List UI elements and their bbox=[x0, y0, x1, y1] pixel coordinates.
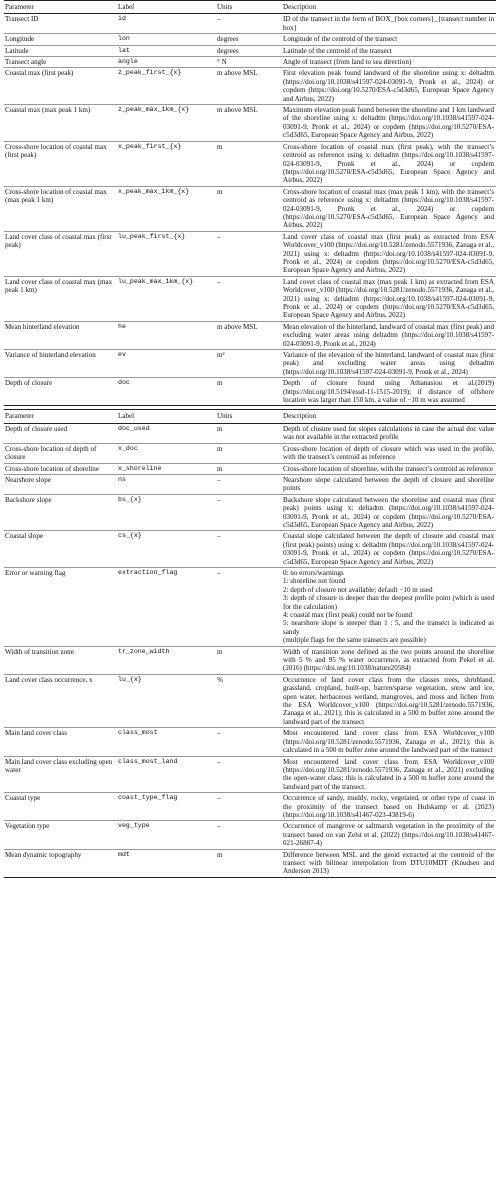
units-cell: – bbox=[216, 474, 282, 494]
description-cell: Width of transition zone defined as the two points around the shoreline with 5 % and 95 % water occurrence, as extracted from Pekel et al. (2016) (https://doi.org/10.1038/nature20584) bbox=[283, 647, 494, 673]
parameter-cell: Transect angle bbox=[4, 57, 117, 68]
units-cell: – bbox=[216, 14, 282, 34]
parameter-cell: Nearshore slope bbox=[4, 474, 117, 494]
description-cell: Coastal slope calculated between the depth of closure and coastal max (first peak) points) using x: deltadtm (https://doi.org/10.1038/s41597-024-03091-9, Pronk et al., 2024) or copdem (https://doi.org/10.5270/ESA-c5d3d65, European Space Agency and Airbus, 2022) bbox=[283, 532, 494, 566]
table-body bbox=[4, 423, 496, 877]
parameter-cell: Latitude bbox=[4, 45, 117, 56]
description-cell: Longitude of the centroid of the transect bbox=[282, 34, 496, 45]
parameter-cell: Coastal slope bbox=[4, 531, 117, 568]
header-description: Description bbox=[282, 410, 496, 423]
label-cell: lon bbox=[117, 34, 216, 45]
units-cell: – bbox=[216, 231, 282, 276]
label-cell: class_most bbox=[117, 728, 216, 756]
units-cell: – bbox=[216, 756, 282, 793]
label-cell: mdt bbox=[117, 849, 216, 877]
table-row bbox=[4, 474, 496, 494]
description-cell: Depth of closure found using Athanasiou et al.(2019) (https://doi.org/10.5194/essd-11-1515-2019); if distance of offshore location was larger than 150 km, a value of −10 m was assumed bbox=[283, 379, 494, 405]
table-row bbox=[4, 646, 496, 674]
table-row bbox=[4, 674, 496, 727]
table-body bbox=[4, 14, 496, 406]
description-cell: First elevation peak found landward of the shoreline using x: deltadtm (https://doi.org/10.1038/s41597-024-03091-9, Pronk et al., 2024) or copdem (https://doi.org/10.5270/ESA-c5d3d65, European Space Agency and Airbus, 2022) bbox=[283, 69, 494, 103]
table-row bbox=[4, 231, 496, 276]
table-header-row bbox=[4, 1, 496, 14]
parameter-table-part-1 bbox=[4, 0, 496, 406]
parameter-cell: Main land cover class excluding open water bbox=[4, 756, 117, 793]
label-cell: doc_used bbox=[117, 423, 216, 443]
table-row bbox=[4, 494, 496, 531]
units-cell: – bbox=[216, 494, 282, 531]
label-cell: coast_type_flag bbox=[117, 793, 216, 821]
parameter-cell: Depth of closure bbox=[4, 378, 117, 406]
label-cell: lat bbox=[117, 45, 216, 56]
label-cell: x_peak_max_1km_{x} bbox=[117, 186, 216, 231]
table-row bbox=[4, 567, 496, 646]
parameter-cell: Main land cover class bbox=[4, 728, 117, 756]
units-cell: m bbox=[216, 141, 282, 186]
parameter-cell: Mean hinterland elevation bbox=[4, 321, 117, 349]
description-cell: Cross-shore location of shoreline, with the transect’s centroid as reference bbox=[282, 463, 496, 474]
units-cell: m bbox=[216, 646, 282, 674]
table-row bbox=[4, 276, 496, 321]
parameter-cell: Backshore slope bbox=[4, 494, 117, 531]
units-cell: degrees bbox=[216, 45, 282, 56]
label-cell: extraction_flag bbox=[117, 567, 216, 646]
parameter-cell: Mean dynamic topography bbox=[4, 849, 117, 877]
units-cell: m² bbox=[216, 350, 282, 378]
label-cell: he bbox=[117, 321, 216, 349]
units-cell: m above MSL bbox=[216, 321, 282, 349]
parameter-table-part-2 bbox=[4, 409, 496, 877]
table-row bbox=[4, 793, 496, 821]
label-cell: tr_zone_width bbox=[117, 646, 216, 674]
table-row bbox=[4, 463, 496, 474]
parameter-cell: Coastal max (max peak 1 km) bbox=[4, 105, 117, 142]
description-cell: Most encountered land cover class from ESA Worldcover_v100 (https://doi.org/10.5281/zenodo.5571936, Zanaga et al., 2021) excluding the open-water class; this is calculated in a 500 m buffer zone around the landward part of the transect. bbox=[283, 757, 494, 791]
header-units: Units bbox=[216, 1, 282, 14]
label-cell: ns bbox=[117, 474, 216, 494]
description-cell: Mean elevation of the hinterland, landward of coastal max (first peak) and excluding water areas using deltadtm (https://doi.org/10.1038/s41597-024-03091-9, Pronk et al., 2024) bbox=[283, 322, 494, 348]
description-cell: Latitude of the centroid of the transect bbox=[282, 45, 496, 56]
label-cell: x_doc bbox=[117, 443, 216, 463]
table-row bbox=[4, 849, 496, 877]
parameter-cell: Cross-shore location of depth of closure bbox=[4, 443, 117, 463]
description-cell: Angle of transect (from land to sea direction) bbox=[282, 57, 496, 68]
parameter-cell: Transect ID bbox=[4, 14, 117, 34]
parameter-cell: Land cover class occurrence, x bbox=[4, 674, 117, 727]
description-cell: Occurrence of sandy, muddy, rocky, vegetated, or other type of coast in the proximity of the transect based on Hulskamp et al. (2023) (https://doi.org/10.1038/s41467-023-43819-6) bbox=[283, 794, 494, 819]
table-header-row bbox=[4, 410, 496, 423]
description-cell: 0: no errors/warnings 1: shoreline not found 2: depth of closure not available; default −10 m used 3: depth of closure is deeper than the deepest profile point (which is used for the calculation) 4: coastal max (first peak) could not be found 5: nearshore slope is steeper than 1 : 5, and the transect is indicated as sandy (multiple flags for the same transects are possible) bbox=[283, 568, 494, 645]
units-cell: – bbox=[216, 793, 282, 821]
table-row bbox=[4, 531, 496, 568]
units-cell: – bbox=[216, 567, 282, 646]
label-cell: lu_peak_first_{x} bbox=[117, 231, 216, 276]
table-row bbox=[4, 57, 496, 68]
description-cell: Cross-shore location of coastal max (max peak 1 km), with the transect’s centroid as reference using x: deltadtm (https://doi.org/10.1038/s41597-024-03091-9, Pronk et al., 2024) or copdem (https://doi.org/10.5270/ESA-c5d3d65, European Space Agency and Airbus, 2022) bbox=[283, 187, 494, 230]
table-row bbox=[4, 821, 496, 849]
units-cell: m bbox=[216, 378, 282, 406]
label-cell: lu_{x} bbox=[117, 674, 216, 727]
table-row bbox=[4, 350, 496, 378]
label-cell: doc bbox=[117, 378, 216, 406]
table-row bbox=[4, 321, 496, 349]
parameter-cell: Coastal max (first peak) bbox=[4, 68, 117, 105]
label-cell: x_shoreline bbox=[117, 463, 216, 474]
units-cell: – bbox=[216, 531, 282, 568]
units-cell: – bbox=[216, 728, 282, 756]
description-cell: Backshore slope calculated between the shoreline and coastal max (first peak) points using x: deltadtm (https://doi.org/10.1038/s41597-024-03091-9, Pronk et al., 2024) or copdem (https://doi.org/10.5270/ESA-c5d3d65, European Space Agency and Airbus, 2022) bbox=[283, 495, 494, 529]
header-label: Label bbox=[117, 410, 216, 423]
description-cell: Cross-shore location of depth of closure which was used in the profile, with the transect’s centroid as reference bbox=[283, 444, 494, 462]
parameter-cell: Depth of closure used bbox=[4, 423, 117, 443]
parameter-cell: Coastal type bbox=[4, 793, 117, 821]
description-cell: Variance of the elevation of the hinterland, landward of coastal max (first peak) and excluding water areas using deltadtm (https://doi.org/10.1038/s41597-024-03091-9, Pronk et al., 2024) bbox=[283, 351, 494, 376]
description-cell: Land cover class of coastal max (max peak 1 km) as extracted from ESA Worldcover_v100 (https://doi.org/10.5281/zenodo.5571936, Zanaga et al., 2021) using x: deltadtm (https://doi.org/10.1038/s41597-024-03091-9, Pronk et al., 2024) or copdem (https://doi.org/10.5270/ESA-c5d3d65, European Space Agency and Airbus, 2022) bbox=[283, 277, 494, 320]
units-cell: m bbox=[216, 423, 282, 443]
table-row bbox=[4, 728, 496, 756]
units-cell: – bbox=[216, 821, 282, 849]
label-cell: angle bbox=[117, 57, 216, 68]
label-cell: ev bbox=[117, 350, 216, 378]
description-cell: Depth of closure used for slopes calculations in case the actual doc value was not available in the extracted profile bbox=[283, 424, 494, 442]
units-cell: degrees bbox=[216, 34, 282, 45]
table-row bbox=[4, 68, 496, 105]
table-row bbox=[4, 45, 496, 56]
units-cell: m bbox=[216, 186, 282, 231]
table-row bbox=[4, 423, 496, 443]
units-cell: m bbox=[216, 443, 282, 463]
parameter-cell: Variance of hinterland elevation bbox=[4, 350, 117, 378]
header-parameter: Parameter bbox=[4, 410, 117, 423]
units-cell: m bbox=[216, 849, 282, 877]
header-label: Label bbox=[117, 1, 216, 14]
units-cell: ° N bbox=[216, 57, 282, 68]
parameter-cell: Cross-shore location of coastal max (first peak) bbox=[4, 141, 117, 186]
parameter-cell: Land cover class of coastal max (first peak) bbox=[4, 231, 117, 276]
units-cell: – bbox=[216, 276, 282, 321]
table-row bbox=[4, 14, 496, 34]
units-cell: m bbox=[216, 463, 282, 474]
label-cell: id bbox=[117, 14, 216, 34]
header-description: Description bbox=[282, 1, 496, 14]
label-cell: cs_{x} bbox=[117, 531, 216, 568]
table-row bbox=[4, 756, 496, 793]
parameter-cell: Longitude bbox=[4, 34, 117, 45]
label-cell: veg_type bbox=[117, 821, 216, 849]
parameter-cell: Cross-shore location of shoreline bbox=[4, 463, 117, 474]
header-units: Units bbox=[216, 410, 282, 423]
table-row bbox=[4, 186, 496, 231]
units-cell: % bbox=[216, 674, 282, 727]
table-row bbox=[4, 378, 496, 406]
description-cell: Maximum elevation peak found between the shoreline and 1 km landward of the shoreline using x: deltadtm (https://doi.org/10.1038/s41597-024-03091-9, Pronk et al., 2024) or copdem (https://doi.org/10.5270/ESA-c5d3d65, European Space Agency and Airbus, 2022) bbox=[283, 106, 494, 140]
label-cell: x_peak_first_{x} bbox=[117, 141, 216, 186]
label-cell: lu_peak_max_1km_{x} bbox=[117, 276, 216, 321]
parameter-cell: Width of transition zone bbox=[4, 646, 117, 674]
description-cell: Nearshore slope calculated between the depth of closure and shoreline points bbox=[283, 475, 494, 493]
parameter-cell: Land cover class of coastal max (max peak 1 km) bbox=[4, 276, 117, 321]
parameter-cell: Error or warning flag bbox=[4, 567, 117, 646]
label-cell: class_most_land bbox=[117, 756, 216, 793]
table-row bbox=[4, 141, 496, 186]
parameter-cell: Cross-shore location of coastal max (max peak 1 km) bbox=[4, 186, 117, 231]
description-cell: Difference between MSL and the geoid extracted at the centroid of the transect with bilinear interpolation from DTU10MDT (Knudsen and Anderson 2013) bbox=[283, 850, 494, 876]
description-cell: Land cover class of coastal max (first peak) as extracted from ESA Worldcover_v100 (https://doi.org/10.5281/zenodo.5571936, Zanaga et al., 2021) using x: deltadtm (https://doi.org/10.1038/s41597-024-03091-9, Pronk et al., 2024) or copdem (https://doi.org/10.5270/ESA-c5d3d65, European Space Agency and Airbus, 2022) bbox=[283, 232, 494, 275]
units-cell: m above MSL bbox=[216, 68, 282, 105]
description-cell: ID of the transect in the form of BOX_{box corners}_{transect number in box} bbox=[283, 15, 494, 32]
table-row bbox=[4, 34, 496, 45]
description-cell: Most encountered land cover class from ESA Worldcover_v100 (https://doi.org/10.5281/zenodo.5571936, Zanaga et al., 2021); this is calculated in a 500 m buffer zone around the landward part of the transect bbox=[283, 729, 494, 755]
header-parameter: Parameter bbox=[4, 1, 117, 14]
description-cell: Occurrence of mangrove or saltmarsh vegetation in the proximity of the transect based on van Zelst et al. (2022) (https://doi.org/10.1038/s41467-021-26887-4) bbox=[283, 822, 494, 848]
label-cell: z_peak_max_1km_{x} bbox=[117, 105, 216, 142]
units-cell: m above MSL bbox=[216, 105, 282, 142]
parameter-cell: Vegetation type bbox=[4, 821, 117, 849]
description-cell: Cross-shore location of coastal max (first peak), with the transect’s centroid as reference using x: deltadtm (https://doi.org/10.1038/s41597-024-03091-9, Pronk et al., 2024) or copdem (https://doi.org/10.5270/ESA-c5d3d65, European Space Agency and Airbus, 2022) bbox=[283, 142, 494, 185]
table-row bbox=[4, 443, 496, 463]
description-cell: Occurrence of land cover class from the classes trees, shrubland, grassland, cropland, built-up, barren/sparse vegetation, snow and ice, open water, herbaceous wetland, mangroves, and moss and lichen from the ESA Worldcover_v100 (https://doi.org/10.5281/zenodo.5571936, Zanaga et al., 2021); this is calculated in a 500 m buffer zone around the landward part of the transect bbox=[283, 675, 494, 726]
label-cell: bs_{x} bbox=[117, 494, 216, 531]
table-row bbox=[4, 105, 496, 142]
label-cell: z_peak_first_{x} bbox=[117, 68, 216, 105]
